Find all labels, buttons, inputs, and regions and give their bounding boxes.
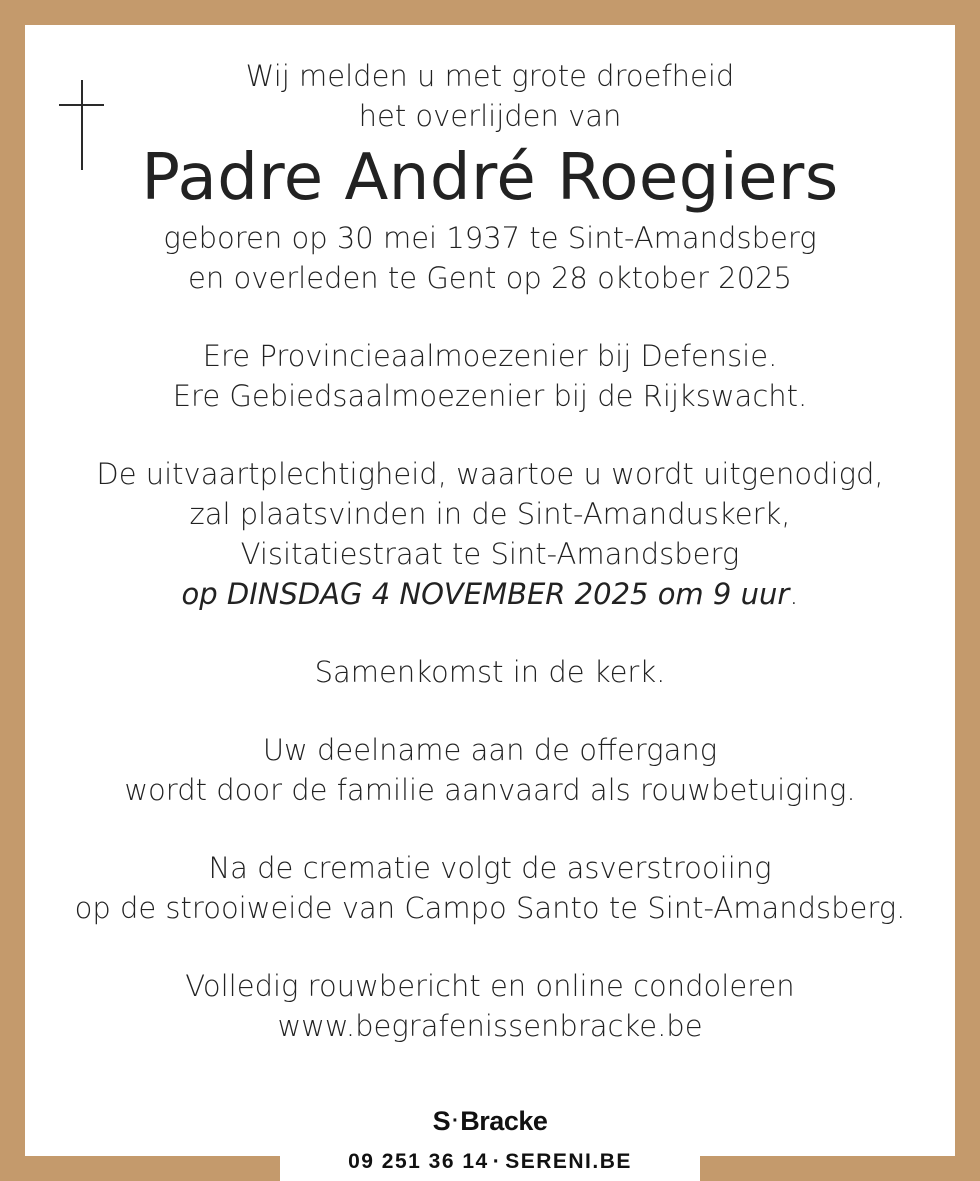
ceremony-line-1: De uitvaartplechtigheid, waartoe u wordt uitgenodigd, (96, 457, 884, 491)
logo-separator: · (452, 1110, 459, 1132)
contact-separator: · (492, 1150, 502, 1173)
logo-letter: S (432, 1106, 451, 1136)
contact-line (0, 1150, 980, 1174)
ceremony-line-2: zal plaatsvinden in de Sint-Amanduskerk, (189, 497, 791, 531)
birth-line: geboren op 30 mei 1937 te Sint-Amandsberg (163, 221, 817, 255)
ceremony-line-3: Visitatiestraat te Sint-Amandsberg (240, 537, 740, 571)
cremation-line-1: Na de crematie volgt de asverstrooiing (208, 851, 772, 885)
offering-line-2: wordt door de familie aanvaard als rouwbetuiging. (124, 773, 856, 807)
title-line-2: Ere Gebiedsaalmoezenier bij de Rijkswacht. (172, 379, 808, 413)
deceased-name: Padre André Roegiers (141, 141, 839, 215)
ceremony-datetime: op DINSDAG 4 NOVEMBER 2025 om 9 uur (181, 577, 790, 611)
logo-name: Bracke (460, 1106, 548, 1136)
gathering-line: Samenkomst in de kerk. (314, 655, 666, 689)
intro-line-1: Wij melden u met grote droefheid (245, 59, 735, 93)
death-line: en overleden te Gent op 28 oktober 2025 (188, 261, 792, 295)
contact-phone[interactable]: 09 251 36 14 (348, 1150, 489, 1173)
online-line: Volledig rouwbericht en online condoleren (185, 969, 795, 1003)
notice-body (25, 56, 955, 1046)
cremation-line-2: op de strooiweide van Campo Santo te Sint-Amandsberg. (74, 891, 906, 925)
website-link[interactable]: www.begrafenissenbracke.be (277, 1009, 703, 1043)
title-line-1: Ere Provincieaalmoezenier bij Defensie. (202, 339, 778, 373)
ceremony-datetime-period: . (789, 577, 799, 611)
contact-website[interactable]: SERENI.BE (505, 1150, 632, 1173)
bracke-logo (0, 1106, 980, 1137)
ceremony-datetime-line (25, 574, 955, 614)
intro-line-2: het overlijden van (358, 99, 622, 133)
offering-line-1: Uw deelname aan de offergang (262, 733, 718, 767)
